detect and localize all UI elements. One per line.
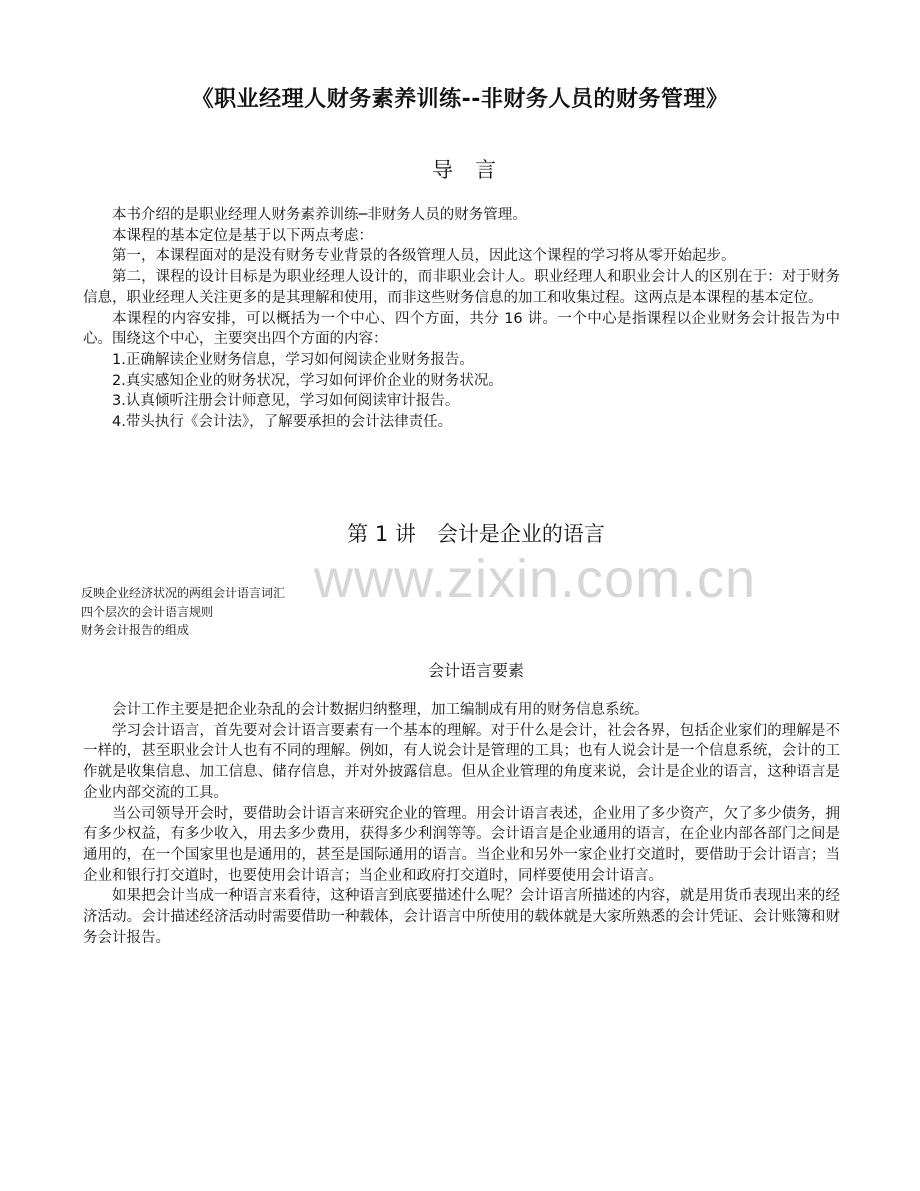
intro-paragraph: 第二，课程的设计目标是为职业经理人设计的，而非职业会计人。职业经理人和职业会计人的区别在于：对于财务信息，职业经理人关注更多的是其理解和使用，而非这些财务信息的加工和收集过程。这两点是本课程的基本定位。 bbox=[83, 269, 840, 306]
section-heading: 会计语言要素 bbox=[427, 661, 524, 680]
outline-item: 四个层次的会计语言规则 bbox=[81, 604, 214, 619]
outline-item: 反映企业经济状况的两组会计语言词汇 bbox=[81, 586, 286, 600]
intro-paragraph: 第一，本课程面对的是没有财务专业背景的各级管理人员，因此这个课程的学习将从零开始起步。 bbox=[112, 248, 736, 265]
section-paragraph: 学习会计语言，首先要对会计语言要素有一个基本的理解。对于什么是会计，社会各界，包括企业家们的理解是不一样的，甚至职业会计人也有不同的理解。例如，有人说会计是管理的工具；也有人说会计是一个信息系统，会计的工作就是收集信息、加工信息、储存信息，并对外披露信息。但从企业管理的角度来说，会计是企业的语言，这种语言是企业内部交流的工具。 bbox=[83, 722, 840, 801]
section-paragraph: 如果把会计当成一种语言来看待，这种语言到底要描述什么呢？会计语言所描述的内容，就是用货币表现出来的经济活动。会计描述经济活动时需要借助一种载体，会计语言中所使用的载体就是大家所熟悉的会计凭证、会计账簿和财务会计报告。 bbox=[83, 888, 840, 946]
intro-section bbox=[83, 205, 840, 433]
intro-paragraph: 本课程的内容安排，可以概括为一个中心、四个方面，共分 16 讲。一个中心是指课程以企业财务会计报告为中心。围绕这个中心，主要突出四个方面的内容： bbox=[83, 310, 840, 348]
watermark: www.zixin.com.cn bbox=[314, 549, 757, 609]
intro-heading: 导言 bbox=[432, 158, 518, 182]
document-title: 《职业经理人财务素养训练--非财务人员的财务管理》 bbox=[191, 87, 729, 112]
section-paragraph: 会计工作主要是把企业杂乱的会计数据归纳整理，加工编制成有用的财务信息系统。 bbox=[112, 702, 649, 718]
intro-list-item: 2.真实感知企业的财务状况，学习如何评价企业的财务状况。 bbox=[112, 372, 503, 389]
lecture-outline bbox=[81, 584, 285, 640]
intro-paragraph: 本课程的基本定位是基于以下两点考虑： bbox=[112, 227, 373, 244]
section-body bbox=[83, 700, 840, 948]
intro-list-item: 4.带头执行《会计法》，了解要承担的会计法律责任。 bbox=[112, 414, 453, 431]
section-paragraph: 当公司领导开会时，要借助会计语言来研究企业的管理。用会计语言表述，企业用了多少资产，欠了多少债务，拥有多少权益，有多少收入，用去多少费用，获得多少利润等等。会计语言是企业通用的语言，在企业内部各部门之间是通用的，在一个国家里也是通用的，甚至是国际通用的语言。当企业和另外一家企业打交道时，要借助于会计语言；当企业和银行打交道时，也要使用会计语言；当企业和政府打交道时，同样要使用会计语言。 bbox=[83, 805, 840, 884]
intro-list-item: 3.认真倾听注册会计师意见，学习如何阅读审计报告。 bbox=[112, 393, 460, 410]
lecture-heading: 第 1 讲 会计是企业的语言 bbox=[347, 522, 605, 546]
intro-paragraph: 本书介绍的是职业经理人财务素养训练─非财务人员的财务管理。 bbox=[112, 207, 527, 223]
outline-item: 财务会计报告的组成 bbox=[81, 623, 190, 637]
intro-list-item: 1.正确解读企业财务信息，学习如何阅读企业财务报告。 bbox=[112, 351, 474, 368]
